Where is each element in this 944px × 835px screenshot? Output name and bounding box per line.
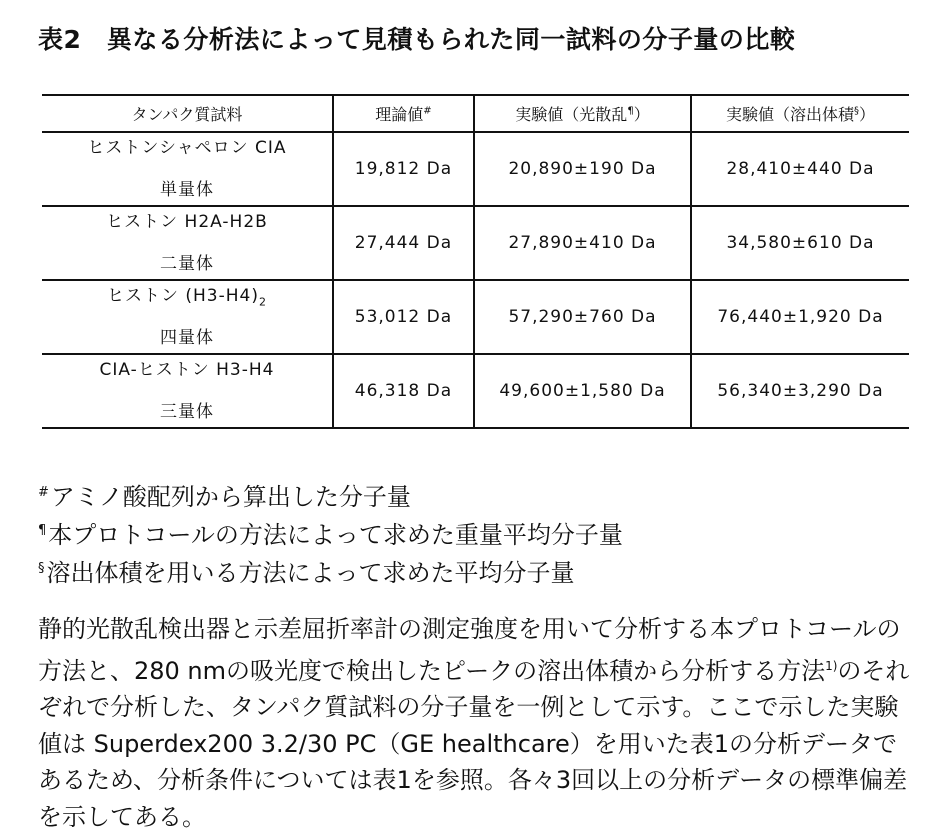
theory-cell: 46,318 Da <box>333 354 474 428</box>
sample-name: ヒストンシャペロン CIA <box>87 137 287 158</box>
table-row <box>42 280 909 354</box>
footnote-light <box>38 514 623 552</box>
sample-oligomer: 三量体 <box>159 402 214 423</box>
sample-oligomer: 単量体 <box>159 180 214 201</box>
sample-name: ヒストン (H3-H4) <box>106 285 259 306</box>
light-cell: 49,600±1,580 Da <box>474 354 691 428</box>
sample-name: ヒストン H2A-H2B <box>106 211 268 232</box>
footnote-symbol: ¶ <box>38 523 47 538</box>
sample-cell <box>42 354 333 428</box>
light-cell: 20,890±190 Da <box>474 132 691 206</box>
table-row <box>42 206 909 280</box>
table-row <box>42 354 909 428</box>
header-volume-label: 実験値（溶出体積 <box>725 105 854 124</box>
footnote-theory <box>38 476 623 514</box>
header-volume-close: ） <box>859 105 876 124</box>
comparison-table <box>42 94 909 429</box>
theory-cell: 19,812 Da <box>333 132 474 206</box>
header-volume-mark: § <box>854 105 859 117</box>
sample-cell <box>42 132 333 206</box>
reference-mark: 1) <box>825 658 838 673</box>
light-cell: 57,290±760 Da <box>474 280 691 354</box>
footnote-symbol: § <box>38 561 45 576</box>
header-sample-label: タンパク質試料 <box>131 105 243 124</box>
table-row <box>42 132 909 206</box>
header-light-close: ） <box>633 105 650 124</box>
header-sample <box>42 95 333 132</box>
light-cell: 27,890±410 Da <box>474 206 691 280</box>
header-theory <box>333 95 474 132</box>
description-paragraph <box>38 611 918 835</box>
paragraph-text-2: のそれぞれで分析した、タンパク質試料の分子量を一例として示す。ここで示した実験値は Superdex200 3.2/30 PC（GE healthcare）を用いた表1の分析データであるため、分析条件については表1を参照。各々3回以上の分析データの標準偏差を示してある。 <box>38 656 910 831</box>
footnote-text: 溶出体積を用いる方法によって求めた平均分子量 <box>46 559 575 587</box>
sample-cell <box>42 206 333 280</box>
header-light-scattering <box>474 95 691 132</box>
footnote-text: アミノ酸配列から算出した分子量 <box>50 483 411 511</box>
footnote-symbol: # <box>38 485 49 500</box>
table-header-row <box>42 95 909 132</box>
volume-cell: 76,440±1,920 Da <box>691 280 909 354</box>
header-elution-volume <box>691 95 909 132</box>
footnote-text: 本プロトコールの方法によって求めた重量平均分子量 <box>48 521 623 549</box>
volume-cell: 34,580±610 Da <box>691 206 909 280</box>
footnote-volume <box>38 552 623 590</box>
sample-name-subscript: 2 <box>258 295 267 309</box>
header-light-label: 実験値（光散乱 <box>515 105 628 124</box>
sample-oligomer: 二量体 <box>159 254 214 275</box>
theory-cell: 53,012 Da <box>333 280 474 354</box>
volume-cell: 28,410±440 Da <box>691 132 909 206</box>
footnotes <box>38 476 623 590</box>
theory-cell: 27,444 Da <box>333 206 474 280</box>
table-title: 表2 異なる分析法によって見積もられた同一試料の分子量の比較 <box>38 25 796 54</box>
header-theory-mark: # <box>423 105 432 117</box>
volume-cell: 56,340±3,290 Da <box>691 354 909 428</box>
sample-cell <box>42 280 333 354</box>
sample-name: CIA-ヒストン H3-H4 <box>99 359 275 380</box>
header-light-mark: ¶ <box>627 105 634 117</box>
paragraph-text-1: 静的光散乱検出器と示差屈折率計の測定強度を用いて分析する本プロトコールの方法と、280 nmの吸光度で検出したピークの溶出体積から分析する方法 <box>38 615 901 685</box>
sample-oligomer: 四量体 <box>159 328 214 349</box>
header-theory-label: 理論値 <box>375 105 424 124</box>
